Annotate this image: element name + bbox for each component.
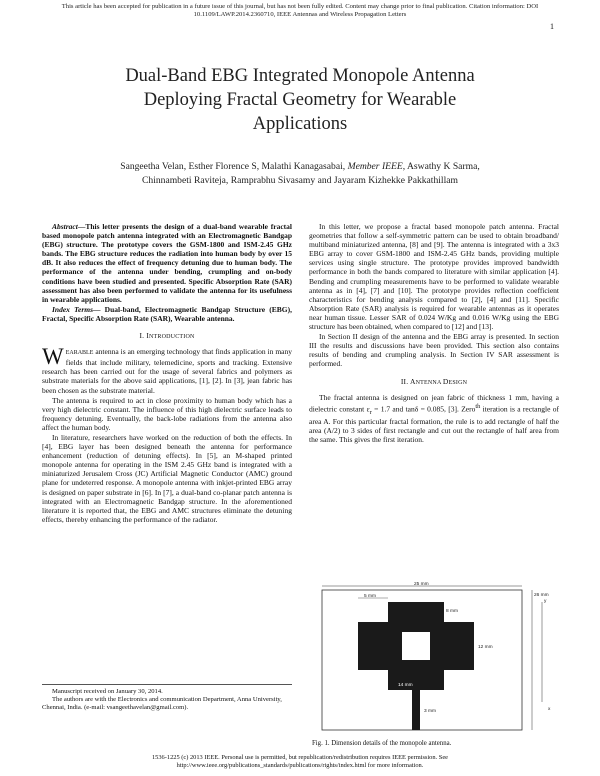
p3-sub: r bbox=[369, 408, 372, 416]
p3-part-c: iteration is a rectangle of area A. For this particular fractal formation, the rule is to add rectangle of half the area (A/2) to 3 sides of first rectangle and cut out the rectangle of half area from the same. This gives the first iteration. bbox=[309, 404, 559, 444]
intro-paragraph-3: In literature, researchers have worked on the reduction of both the effects. In [4], EBG layer has been designed beneath the antenna for performance enhancement (reduction of detuning effects). In [5], an M-shaped printed monopole antenna for operating in the ISM 2.45 GHz band is integrated with a miniaturized Jerusalem Cross (JC) Artificial Magnetic Conductor (AMC) ground plane for undeterred response. A monopole antenna with inkjet-printed EBG array is designed on paper substrate in [6]. In [7], a dual-band co-planar patch antenna is integrated with an Electromagnetic Bandgap structure. In the aforementioned literature it is reported that, the EBG and AMC structures eliminate the detuning effects, thereby enhancing the performance of the radiator. bbox=[42, 432, 292, 524]
authors-member-ieee: Member IEEE bbox=[347, 161, 403, 172]
authors-line-1a: Sangeetha Velan, Esther Florence S, Malathi Kanagasabai, bbox=[120, 161, 348, 172]
patch-top-arm bbox=[388, 602, 444, 622]
footnote bbox=[42, 684, 292, 713]
label-feed: 3 mm bbox=[424, 709, 436, 714]
intro-paragraph-2: The antenna is required to act in close proximity to human body which has a very high dielectric constant. The influence of this high dielectric surface leads to frequency detuning. Eventually, the back-lobe radiations from the antenna also affect the human body. bbox=[42, 395, 292, 432]
right-column bbox=[309, 222, 559, 445]
intro-paragraph-1 bbox=[42, 344, 292, 395]
left-column bbox=[42, 222, 292, 525]
p3-part-b: = 1.7 and tanδ = 0.085, [3]. Zero bbox=[371, 404, 476, 414]
index-terms bbox=[42, 305, 292, 323]
sec1-num: I. bbox=[139, 331, 147, 341]
abstract-label: Abstract bbox=[52, 222, 78, 231]
right-paragraph-3 bbox=[309, 393, 559, 444]
patch-slot bbox=[402, 632, 430, 660]
title-line-2: Deploying Fractal Geometry for Wearable bbox=[143, 90, 457, 110]
p3-sup: th bbox=[475, 402, 481, 410]
label-x: x bbox=[548, 707, 551, 712]
figure-antenna-dimensions bbox=[318, 582, 558, 734]
sec2-cap-a: A bbox=[409, 376, 416, 386]
header-line-1: This article has been accepted for publication in a future issue of this journal, but has not been fully edited. Content may change prior to final publication. Citation information: DOI bbox=[61, 3, 539, 10]
label-c: 12 mm bbox=[478, 645, 493, 650]
right-paragraph-1: In this letter, we propose a fractal based monopole patch antenna. Fractal geometries that follow a self-symmetric pattern can be used to obtain broadband/ multiband miniaturized antenna, [8] and [9]. The antenna is integrated with a 3x3 EBG array to cover GSM-1800 and ISM-2.45 GHz bands, providing multiple services using single structure. The prototype provides improved bandwidth performance in both the bands compared to literature with similar application [4]. Bending and crumpling measurements have to be performed to validate wearable antenna as in [4], [7] and [10]. The prototype provides reflection coefficient characteristics for bending analysis compared to [2], [4] and [11]. Specific Absorption Rate (SAR) analysis is required for wearable antennas as it operates near human tissue. Lesser SAR of 0.024 W/Kg and 0.016 W/Kg using the EBG structure has been obtained, when compared to [12] and [13]. bbox=[309, 222, 559, 332]
p3-part-a: The fractal antenna is designed on jean fabric of thickness 1 mm, having a dielectric constant ε bbox=[309, 392, 559, 414]
abstract bbox=[42, 222, 292, 304]
abstract-text: —This letter presents the design of a dual-band wearable fractal based monopole patch antenna integrated with an Electromagnetic Bandgap (EBG) structure. The prototype covers the GSM-1800 and ISM-2.45 GHz bands. The EBG structure reduces the radiation into human body by over 15 dB. It also reduces the effect of frequency detuning due to human body. The performance of the antenna under bending, crumpling and on-body conditions have been studied and presented. Specific Absorption Rate (SAR) assessment has also been performed to validate the antenna for its usefulness in wearable applications. bbox=[42, 222, 292, 304]
section-heading-introduction bbox=[42, 331, 292, 342]
right-paragraph-2: In Section II design of the antenna and the EBG array is presented. In section III the results and discussions have been provided. This section also contains results of bending and crumpling analysis. In Section IV SAR assessment is performed. bbox=[309, 332, 559, 369]
antenna-diagram bbox=[318, 582, 558, 734]
index-terms-text: — Dual-band, Electromagnetic Bandgap Structure (EBG), Fractal, Specific Absorption Rate (SAR), Wearable antenna. bbox=[42, 304, 292, 323]
title-line-3: Applications bbox=[252, 114, 348, 134]
authors-line-1 bbox=[60, 160, 540, 174]
section-heading-antenna-design bbox=[309, 377, 559, 388]
authors-line-2: Chinnambeti Raviteja, Ramprabhu Sivasamy and Jayaram Kizhekke Pakkathillam bbox=[142, 174, 458, 186]
sec2-rest-a: NTENNA bbox=[415, 379, 443, 386]
intro-p1-text: antenna is an emerging technology that finds application in many fields that include military, telemedicine, sports and tracking. Extensive research has been carried out for the usage of several fabrics and polymers as substrate materials for the above said applications, [1], [2]. In [3], jean fabric has been chosen as the substrate material. bbox=[42, 347, 292, 395]
drop-cap: W bbox=[42, 344, 64, 370]
header-line-2: 10.1109/LAWP.2014.2360710, IEEE Antennas and Wireless Propagation Letters bbox=[193, 11, 407, 19]
label-b: 8 mm bbox=[446, 609, 458, 614]
label-a: 5 mm bbox=[364, 594, 376, 599]
sec1-rest: NTRODUCTION bbox=[149, 334, 195, 341]
footnote-affiliation: The authors are with the Electronics and communication Department, Anna University, Chennai, India. (e-mail: vsangeethavelan@gmail.com). bbox=[42, 696, 282, 712]
title-line-1: Dual-Band EBG Integrated Monopole Antenna bbox=[125, 66, 475, 86]
sec2-rest-b: ESIGN bbox=[448, 379, 468, 386]
copyright-footer bbox=[60, 754, 540, 770]
intro-smallcaps: EARABLE bbox=[65, 350, 94, 357]
sec2-cap-b: D bbox=[442, 376, 449, 386]
sec2-num: II. bbox=[400, 376, 410, 386]
page-number: 1 bbox=[550, 22, 554, 31]
label-y: y bbox=[544, 599, 547, 604]
footnote-received: Manuscript received on January 30, 2014. bbox=[52, 688, 163, 695]
journal-header bbox=[20, 3, 580, 20]
label-h1: 26 mm bbox=[534, 593, 549, 598]
patch-bottom-arm bbox=[388, 670, 444, 690]
sec1-cap: I bbox=[146, 331, 150, 341]
figure-caption: Fig. 1. Dimension details of the monopole antenna. bbox=[312, 740, 452, 747]
feed-line bbox=[412, 690, 420, 730]
copyright-line-1: 1536-1225 (c) 2013 IEEE. Personal use is permitted, but republication/redistribution requires IEEE permission. See bbox=[151, 754, 449, 761]
label-top: 25 mm bbox=[414, 582, 429, 587]
label-d: 14 mm bbox=[398, 683, 413, 688]
author-list bbox=[60, 160, 540, 187]
paper-title bbox=[30, 64, 570, 136]
copyright-line-2: http://www.ieee.org/publications_standards/publications/rights/index.html for more information. bbox=[176, 762, 424, 769]
authors-line-1c: , Aswathy K Sarma, bbox=[402, 161, 480, 172]
index-terms-label: Index Terms bbox=[52, 304, 93, 314]
